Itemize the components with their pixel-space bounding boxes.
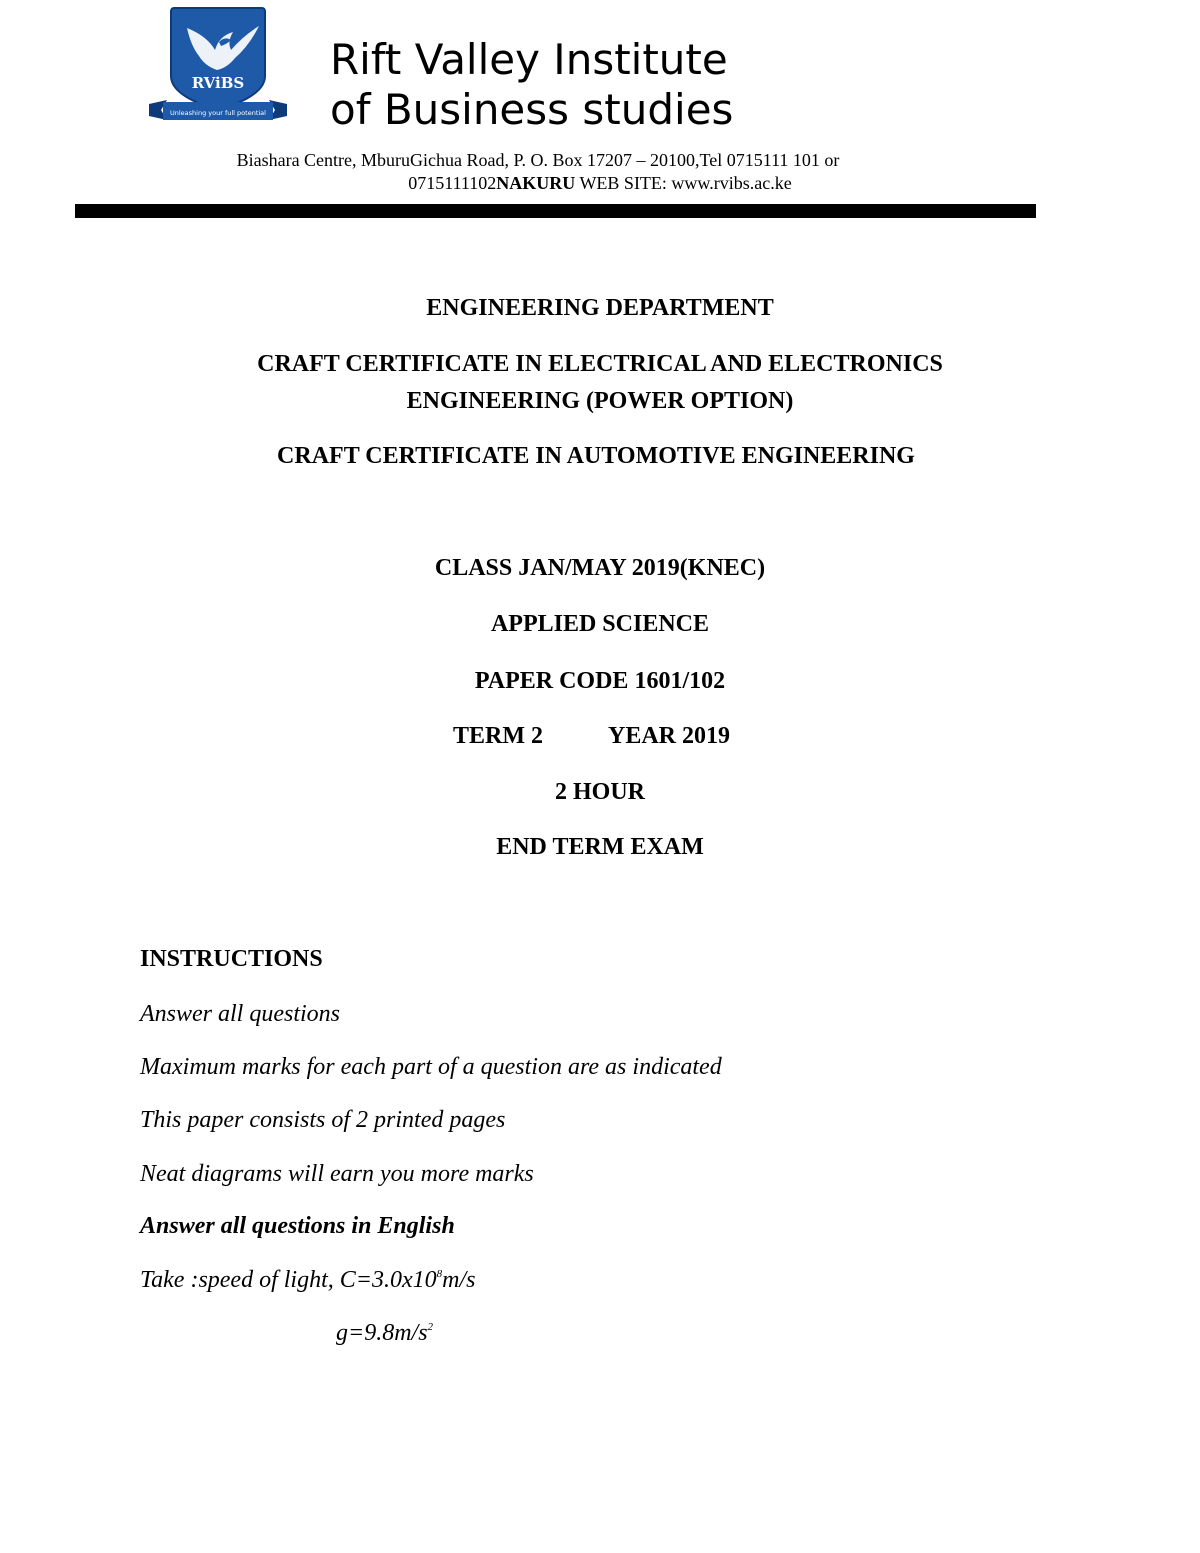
address-city: NAKURU bbox=[496, 173, 576, 193]
constant-speed-of-light bbox=[140, 1265, 475, 1295]
address-line1: Biashara Centre, MburuGichua Road, P. O. Box 17207 – 20100,Tel 0715111 101 or bbox=[236, 150, 840, 170]
constant-c-exponent: 8 bbox=[436, 1268, 443, 1280]
paper-code: PAPER CODE 1601/102 bbox=[474, 668, 726, 694]
instruction-item: Maximum marks for each part of a question are as indicated bbox=[140, 1054, 722, 1080]
course2-title: CRAFT CERTIFICATE IN AUTOMOTIVE ENGINEERING bbox=[277, 443, 915, 469]
subject-title: APPLIED SCIENCE bbox=[490, 611, 710, 637]
duration-label: 2 HOUR bbox=[555, 779, 645, 805]
address-line2 bbox=[0, 172, 1200, 195]
institute-logo bbox=[147, 6, 289, 130]
constant-c-unit: m/s bbox=[442, 1267, 476, 1293]
instruction-item: Answer all questions bbox=[140, 1001, 341, 1027]
constant-gravity bbox=[336, 1318, 433, 1348]
address-phone: 0715111102 bbox=[408, 173, 497, 193]
constant-c-text: Take :speed of light, C=3.0x10 bbox=[140, 1267, 437, 1293]
instruction-item: This paper consists of 2 printed pages bbox=[140, 1107, 506, 1133]
exam-label: END TERM EXAM bbox=[496, 834, 704, 860]
instruction-emphasis: Answer all questions in English bbox=[140, 1213, 455, 1239]
instructions-heading: INSTRUCTIONS bbox=[140, 946, 323, 972]
institute-name-line2: of Business studies bbox=[330, 85, 734, 134]
year-label: YEAR 2019 bbox=[608, 723, 731, 749]
constant-g-text: g=9.8m/s bbox=[336, 1320, 428, 1346]
department-title: ENGINEERING DEPARTMENT bbox=[426, 295, 774, 321]
course1-title-line2: ENGINEERING (POWER OPTION) bbox=[406, 388, 794, 414]
logo-tagline-text: Unleashing your full potential bbox=[170, 109, 266, 117]
instruction-item: Neat diagrams will earn you more marks bbox=[140, 1161, 534, 1187]
course1-title-line1: CRAFT CERTIFICATE IN ELECTRICAL AND ELECTRONICS bbox=[257, 351, 943, 377]
address-website: WEB SITE: www.rvibs.ac.ke bbox=[575, 173, 792, 193]
logo-mark-text: RViBS bbox=[191, 74, 245, 92]
constant-g-exponent: 2 bbox=[427, 1321, 434, 1333]
class-title: CLASS JAN/MAY 2019(KNEC) bbox=[434, 555, 766, 581]
institute-name-line1: Rift Valley Institute bbox=[330, 35, 728, 84]
term-label: TERM 2 bbox=[453, 723, 543, 749]
header-divider bbox=[75, 204, 1036, 218]
